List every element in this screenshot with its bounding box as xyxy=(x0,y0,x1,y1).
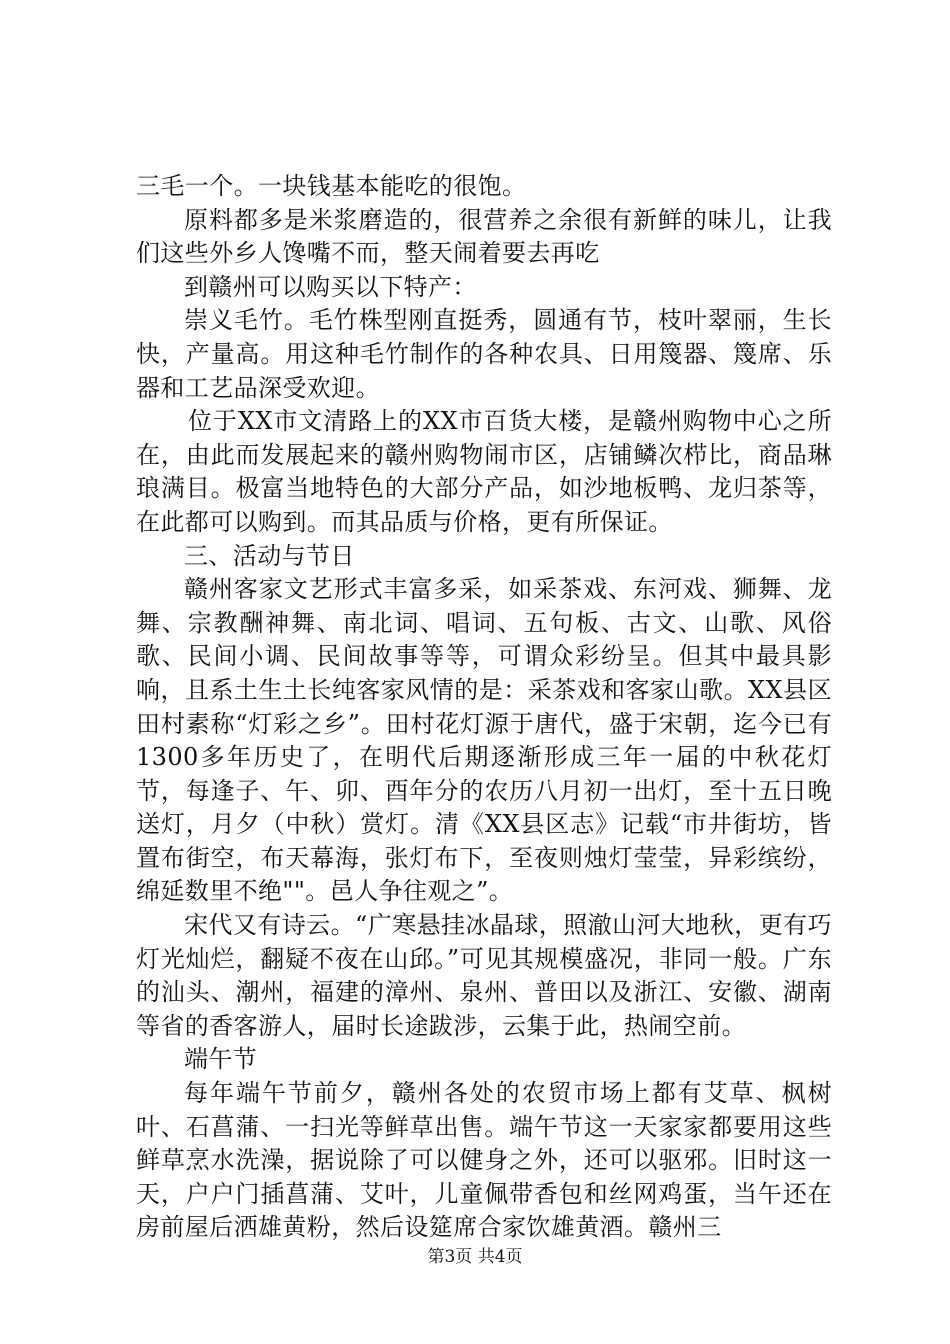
paragraph-chongyi-bamboo: 崇义毛竹。毛竹株型刚直挺秀，圆通有节，枝叶翠丽，生长快，产量高。用这种毛竹制作的各种农具、日用篾器、篾席、乐器和工艺品深受欢迎。 xyxy=(136,306,832,402)
paragraph-song-poem: 宋代又有诗云。“广寒悬挂冰晶球，照澈山河大地秋，更有巧灯光灿烂，翻疑不夜在山邱。”可见其规模盛况，非同一般。广东的汕头、潮州，福建的漳州、泉州、普田以及浙江、安徽、湖南等省的香客游人，届时长途跋涉，云集于此，热闹空前。 xyxy=(136,911,832,1040)
section-heading-activities-festivals: 三、活动与节日 xyxy=(184,541,355,570)
document-body xyxy=(136,170,832,1245)
paragraph-rice-paste-snacks: 原料都多是米浆磨造的，很营养之余很有新鲜的味儿，让我们这些外乡人馋嘴不而，整天闹着要去再吃 xyxy=(136,205,832,268)
paragraph-specialties-intro: 到赣州可以购买以下特产： xyxy=(184,272,477,301)
paragraph-dragon-boat-customs: 每年端午节前夕，赣州各处的农贸市场上都有艾草、枫树叶、石菖蒲、一扫光等鲜草出售。端午节这一天家家都要用这些鲜草烹水洗澡，据说除了可以健身之外，还可以驱邪。旧时这一天，户户门插菖蒲、艾叶，儿童佩带香包和丝网鸡蛋，当午还在房前屋后洒雄黄粉，然后设筵席合家饮雄黄酒。赣州三 xyxy=(136,1079,832,1242)
paragraph-continuation: 三毛一个。一块钱基本能吃的很饱。 xyxy=(136,172,527,200)
page-footer: 第3页 共4页 xyxy=(427,1247,523,1267)
subheading-dragon-boat-festival: 端午节 xyxy=(184,1045,258,1074)
paragraph-department-store: 位于XX市文清路上的XX市百货大楼，是赣州购物中心之所在，由此而发展起来的赣州购物闹市区，店铺鳞次栉比，商品琳琅满目。极富当地特色的大部分产品，如沙地板鸭、龙归茶等，在此都可以购到。而其品质与价格，更有所保证。 xyxy=(136,407,832,536)
paragraph-hakka-arts: 赣州客家文艺形式丰富多采，如采茶戏、东河戏、狮舞、龙舞、宗教酬神舞、南北词、唱词、五句板、古文、山歌、风俗歌、民间小调、民间故事等等，可谓众彩纷呈。但其中最具影响，且系土生土长纯客家风情的是：采茶戏和客家山歌。XX县区田村素称“灯彩之乡”。田村花灯源于唐代，盛于宋朝，迄今已有1300多年历史了，在明代后期逐渐形成三年一届的中秋花灯节，每逢子、午、卯、酉年分的农历八月初一出灯，至十五日晚送灯，月夕（中秋）赏灯。清《XX县区志》记载“市井街坊，皆置布街空，布天幕海，张灯布下，至夜则烛灯莹莹，异彩缤纷，绵延数里不绝""。邑人争往观之”。 xyxy=(136,575,832,906)
